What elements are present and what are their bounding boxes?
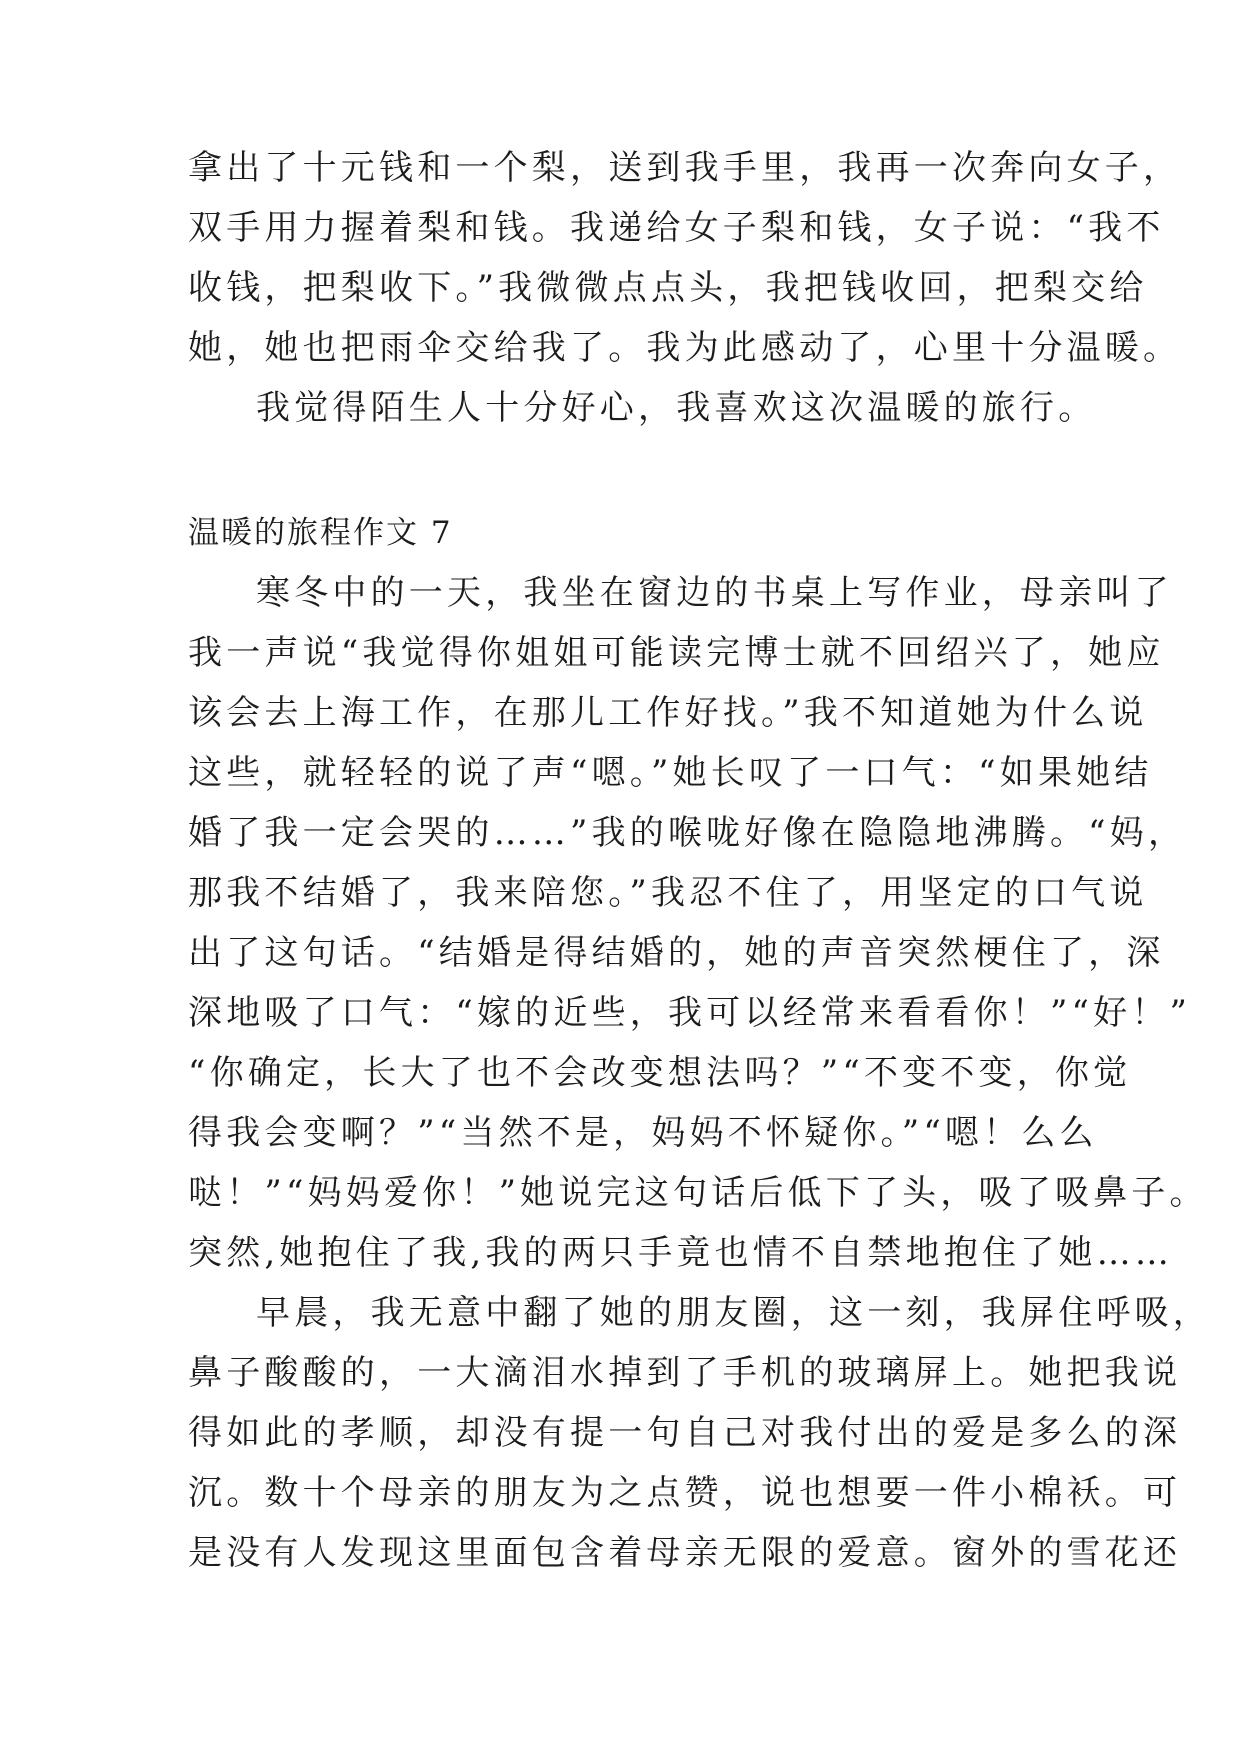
text-line: 她，她也把雨伞交给我了。我为此感动了，心里十分温暖。 xyxy=(188,328,1182,368)
text-line-paragraph-start: 早晨，我无意中翻了她的朋友圈，这一刻，我屏住呼吸， xyxy=(256,1293,1211,1333)
text-line: 拿出了十元钱和一个梨，送到我手里，我再一次奔向女子， xyxy=(188,148,1182,188)
text-line: 这些，就轻轻的说了声“嗯。”她长叹了一口气：“如果她结 xyxy=(188,753,1153,793)
text-line: 得我会变啊？”“当然不是，妈妈不怀疑你。”“嗯！么么 xyxy=(188,1113,1098,1153)
text-line-paragraph-start: 寒冬中的一天，我坐在窗边的书桌上写作业，母亲叫了 xyxy=(256,573,1173,613)
text-line: 突然,她抱住了我,我的两只手竟也情不自禁地抱住了她…… xyxy=(188,1233,1174,1273)
text-line: 我一声说“我觉得你姐姐可能读完博士就不回绍兴了，她应 xyxy=(188,633,1165,673)
text-line: 哒！”“妈妈爱你！”她说完这句话后低下了头，吸了吸鼻子。 xyxy=(188,1173,1208,1213)
text-line: 那我不结婚了，我来陪您。”我忍不住了，用坚定的口气说 xyxy=(188,873,1148,913)
text-line: 沉。数十个母亲的朋友为之点赞，说也想要一件小棉袄。可 xyxy=(188,1473,1182,1513)
text-line-paragraph-start: 我觉得陌生人十分好心，我喜欢这次温暖的旅行。 xyxy=(256,388,1097,428)
text-line: “你确定，长大了也不会改变想法吗？”“不变不变，你觉 xyxy=(188,1053,1132,1093)
text-line: 收钱，把梨收下。”我微微点点头，我把钱收回，把梨交给 xyxy=(188,268,1148,308)
essay-title: 温暖的旅程作文 7 xyxy=(188,515,453,551)
text-line: 该会去上海工作，在那儿工作好找。”我不知道她为什么说 xyxy=(188,693,1148,733)
text-line: 鼻子酸酸的，一大滴泪水掉到了手机的玻璃屏上。她把我说 xyxy=(188,1353,1182,1393)
essay-7-body xyxy=(188,503,1211,1583)
text-line: 深地吸了口气：“嫁的近些，我可以经常来看看你！”“好！” xyxy=(188,993,1192,1033)
text-line: 得如此的孝顺，却没有提一句自己对我付出的爱是多么的深 xyxy=(188,1413,1182,1453)
text-line: 双手用力握着梨和钱。我递给女子梨和钱，女子说：“我不 xyxy=(188,208,1165,248)
text-line: 是没有人发现这里面包含着母亲无限的爱意。窗外的雪花还 xyxy=(188,1533,1182,1573)
text-line: 出了这句话。“结婚是得结婚的，她的声音突然梗住了，深 xyxy=(188,933,1165,973)
text-line: 婚了我一定会哭的……”我的喉咙好像在隐隐地沸腾。“妈， xyxy=(188,813,1187,853)
essay-6-ending xyxy=(188,138,1182,438)
